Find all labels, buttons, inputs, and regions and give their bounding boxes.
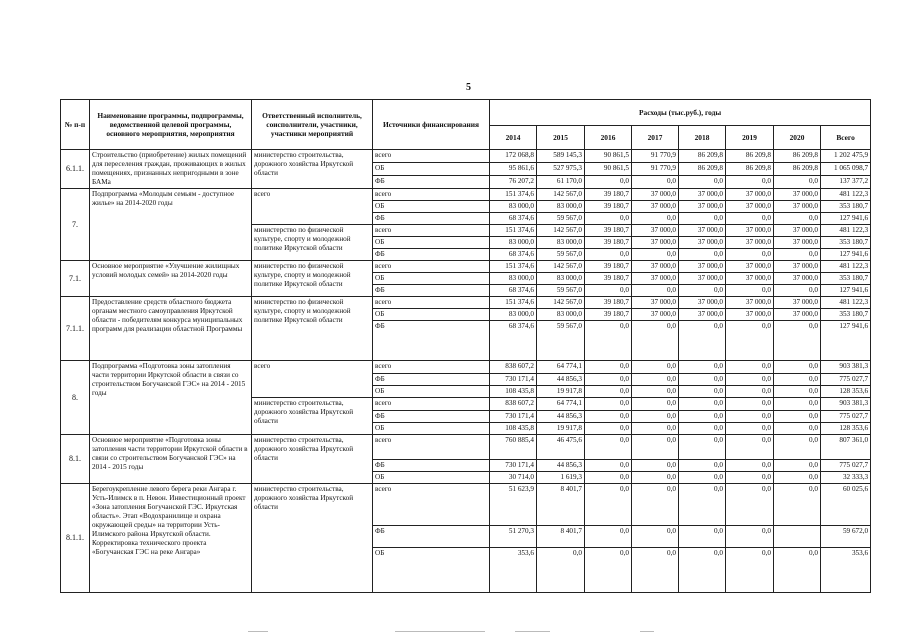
year-value: 0,0 [726,411,774,423]
funding-source: ОБ [373,423,490,435]
funding-source: всего [373,297,490,309]
year-value: 0,0 [632,435,679,460]
executor: министерство строительства, дорожного хозяйства Иркутской области [252,398,373,435]
year-value: 83 000,0 [537,237,585,249]
year-value: 37 000,0 [679,309,726,321]
year-value: 37 000,0 [679,201,726,213]
row-index: 6.1.1. [61,150,90,189]
year-value: 8 401,7 [537,484,585,526]
year-value: 0,0 [632,460,679,472]
year-value: 0,0 [774,176,821,189]
header-year: 2015 [537,126,585,150]
year-value: 1 619,3 [537,472,585,484]
year-value: 0,0 [632,398,679,411]
row-index: 8.1. [61,435,90,484]
year-value: 86 209,8 [679,150,726,163]
year-value: 0,0 [585,548,632,593]
year-value: 37 000,0 [726,237,774,249]
page-number: 5 [466,82,471,93]
year-value: 0,0 [679,398,726,411]
year-value: 0,0 [585,484,632,526]
year-value: 37 000,0 [726,261,774,273]
row-index: 7.1. [61,261,90,297]
year-value: 39 180,7 [585,261,632,273]
year-value: 0,0 [774,548,821,593]
table-body [61,150,871,593]
year-value: 37 000,0 [632,273,679,285]
year-value: 68 374,6 [490,249,537,261]
year-value: 0,0 [774,374,821,386]
funding-source: ОБ [373,548,490,593]
year-value: 0,0 [679,435,726,460]
funding-source: всего [373,398,490,411]
footer-rule [395,631,485,632]
table-row [61,189,871,201]
funding-source: ФБ [373,460,490,472]
total-value: 137 377,2 [821,176,871,189]
total-value: 775 027,7 [821,460,871,472]
year-value: 37 000,0 [679,297,726,309]
footer-rule [515,631,550,632]
year-value: 108 435,8 [490,423,537,435]
header-year: 2018 [679,126,726,150]
year-value: 0,0 [632,411,679,423]
year-value: 83 000,0 [490,237,537,249]
year-value: 90 861,5 [585,163,632,176]
year-value: 68 374,6 [490,285,537,297]
total-value: 481 122,3 [821,189,871,201]
year-value: 0,0 [585,472,632,484]
footer-rule [248,631,268,632]
year-value: 151 374,6 [490,261,537,273]
total-value: 127 941,6 [821,285,871,297]
year-value: 64 774,1 [537,398,585,411]
funding-source: ФБ [373,526,490,548]
year-value: 37 000,0 [679,273,726,285]
year-value: 83 000,0 [490,201,537,213]
total-value: 353,6 [821,548,871,593]
year-value: 0,0 [632,321,679,361]
year-value: 37 000,0 [726,297,774,309]
year-value: 142 567,0 [537,189,585,201]
executor: министерство по физической культуре, спорту и молодежной политике Иркутской области [252,297,373,361]
year-value: 0,0 [774,472,821,484]
total-value: 807 361,0 [821,435,871,460]
total-value: 59 672,0 [821,526,871,548]
total-value: 32 333,3 [821,472,871,484]
year-value: 0,0 [726,374,774,386]
year-value: 151 374,6 [490,225,537,237]
year-value: 37 000,0 [726,201,774,213]
year-value: 64 774,1 [537,361,585,374]
year-value: 0,0 [679,249,726,261]
year-value: 838 607,2 [490,361,537,374]
year-value: 0,0 [774,411,821,423]
year-value: 39 180,7 [585,309,632,321]
year-value: 37 000,0 [679,237,726,249]
executor: министерство строительства, дорожного хозяйства Иркутской области [252,484,373,593]
year-value: 59 567,0 [537,321,585,361]
program-name: Основное мероприятие «Подготовка зоны затопления части территории Иркутской области в связи со строительством Богучанской ГЭС» на 2014 - 2015 годы [90,435,252,484]
year-value: 0,0 [774,398,821,411]
year-value: 0,0 [726,249,774,261]
funding-source: всего [373,150,490,163]
year-value: 37 000,0 [632,189,679,201]
year-value: 0,0 [632,374,679,386]
year-value: 90 861,5 [585,150,632,163]
table-row [61,150,871,163]
year-value: 37 000,0 [679,225,726,237]
year-value: 0,0 [585,526,632,548]
total-value: 353 180,7 [821,309,871,321]
footer-rule [640,631,654,632]
year-value: 37 000,0 [679,261,726,273]
year-value: 0,0 [679,176,726,189]
year-value: 30 714,0 [490,472,537,484]
year-value: 0,0 [679,484,726,526]
year-value: 86 209,8 [679,163,726,176]
funding-source: ФБ [373,285,490,297]
year-value: 0,0 [774,285,821,297]
year-value: 19 917,8 [537,423,585,435]
year-value: 0,0 [726,361,774,374]
funding-source: ОБ [373,237,490,249]
year-value: 0,0 [774,321,821,361]
year-value: 0,0 [726,484,774,526]
budget-table [60,99,871,593]
year-value: 83 000,0 [537,309,585,321]
year-value: 151 374,6 [490,297,537,309]
year-value: 37 000,0 [774,225,821,237]
year-value: 37 000,0 [632,201,679,213]
funding-source: ФБ [373,213,490,225]
year-value: 0,0 [632,472,679,484]
executor: всего [252,361,373,398]
year-value: 0,0 [679,285,726,297]
year-value: 0,0 [585,398,632,411]
year-value: 0,0 [726,435,774,460]
year-value: 0,0 [585,176,632,189]
year-value: 59 567,0 [537,213,585,225]
table-row [61,261,871,273]
year-value: 0,0 [726,526,774,548]
total-value: 128 353,6 [821,386,871,398]
funding-source: всего [373,484,490,526]
year-value: 83 000,0 [490,309,537,321]
program-name: Берегоукрепление левого берега реки Ангара г. Усть-Илимск в п. Невон. Инвестиционный проект «Зона затопления Богучанской ГЭС. Иркутская область». Этап «Водохранилище и охрана окружающей среды» на территории Усть-Илимского района Иркутской области. Корректировка технического проекта «Богучанская ГЭС на реке Ангара» [90,484,252,593]
row-index: 8.1.1. [61,484,90,593]
year-value: 37 000,0 [632,309,679,321]
year-value: 68 374,6 [490,321,537,361]
year-value: 0,0 [632,484,679,526]
year-value: 0,0 [774,386,821,398]
year-value: 86 209,8 [726,163,774,176]
program-name: Подпрограмма «Молодым семьям - доступное жилье» на 2014-2020 годы [90,189,252,261]
year-value: 39 180,7 [585,225,632,237]
table-row [61,484,871,526]
year-value: 37 000,0 [726,273,774,285]
year-value: 39 180,7 [585,201,632,213]
program-name: Основное мероприятие «Улучшение жилищных условий молодых семей» на 2014-2020 годы [90,261,252,297]
header-source: Источники финансирования [373,100,490,150]
funding-source: ФБ [373,374,490,386]
year-value: 0,0 [774,213,821,225]
year-value: 0,0 [585,460,632,472]
header-name: Наименование программы, подпрограммы, ведомственной целевой программы, основного мероприятия, мероприятия [90,100,252,150]
total-value: 353 180,7 [821,201,871,213]
year-value: 760 885,4 [490,435,537,460]
year-value: 0,0 [632,285,679,297]
year-value: 353,6 [490,548,537,593]
funding-source: ОБ [373,309,490,321]
funding-source: ФБ [373,321,490,361]
year-value: 0,0 [774,435,821,460]
year-value: 0,0 [679,361,726,374]
year-value: 0,0 [679,548,726,593]
total-value: 903 381,3 [821,361,871,374]
header-year: 2014 [490,126,537,150]
year-value: 0,0 [679,423,726,435]
year-value: 8 401,7 [537,526,585,548]
year-value: 0,0 [585,361,632,374]
year-value: 39 180,7 [585,237,632,249]
funding-source: всего [373,189,490,201]
year-value: 95 861,6 [490,163,537,176]
year-value: 589 145,3 [537,150,585,163]
year-value: 730 171,4 [490,411,537,423]
year-value [774,526,821,548]
header-no: № п-п [61,100,90,150]
year-value: 0,0 [774,249,821,261]
year-value: 172 068,8 [490,150,537,163]
year-value: 76 207,2 [490,176,537,189]
year-value: 37 000,0 [774,189,821,201]
total-value: 127 941,6 [821,213,871,225]
table-row [61,435,871,460]
year-value: 0,0 [632,176,679,189]
year-value: 46 475,6 [537,435,585,460]
year-value: 37 000,0 [726,225,774,237]
year-value: 37 000,0 [774,297,821,309]
header-year: 2016 [585,126,632,150]
total-value: 775 027,7 [821,374,871,386]
year-value: 0,0 [726,321,774,361]
year-value: 0,0 [726,176,774,189]
year-value: 0,0 [585,386,632,398]
year-value: 0,0 [632,386,679,398]
year-value: 44 856,3 [537,374,585,386]
year-value: 0,0 [726,548,774,593]
year-value: 51 270,3 [490,526,537,548]
year-value: 151 374,6 [490,189,537,201]
year-value: 86 209,8 [774,163,821,176]
year-value: 142 567,0 [537,297,585,309]
header-exec: Ответственный исполнитель, соисполнители, участники, участники мероприятий [252,100,373,150]
total-value: 1 202 475,9 [821,150,871,163]
funding-source: всего [373,361,490,374]
program-name: Строительство (приобретение) жилых помещений для переселения граждан, проживающих в жилых помещениях, признанных непригодными в зоне БАМа [90,150,252,189]
year-value: 37 000,0 [632,237,679,249]
header-expenses: Расходы (тыс.руб.), годы [490,100,871,126]
funding-source: ФБ [373,249,490,261]
year-value: 0,0 [679,460,726,472]
year-value: 0,0 [585,435,632,460]
year-value: 59 567,0 [537,285,585,297]
total-value: 481 122,3 [821,225,871,237]
header-year: 2020 [774,126,821,150]
year-value: 0,0 [726,386,774,398]
year-value: 0,0 [632,361,679,374]
year-value: 0,0 [726,213,774,225]
year-value: 39 180,7 [585,189,632,201]
year-value: 0,0 [726,285,774,297]
year-value: 0,0 [585,321,632,361]
total-value: 60 025,6 [821,484,871,526]
year-value: 37 000,0 [726,189,774,201]
funding-source: ОБ [373,273,490,285]
year-value: 37 000,0 [679,189,726,201]
total-value: 481 122,3 [821,297,871,309]
year-value: 91 770,9 [632,150,679,163]
row-index: 7.1.1. [61,297,90,361]
year-value: 86 209,8 [726,150,774,163]
year-value: 0,0 [585,213,632,225]
year-value: 0,0 [632,526,679,548]
program-name: Подпрограмма «Подготовка зоны затопления части территории Иркутской области в связи со строительством Богучанской ГЭС» на 2014 - 2015 годы [90,361,252,435]
year-value: 59 567,0 [537,249,585,261]
funding-source: ФБ [373,411,490,423]
header-year: Всего [821,126,871,150]
year-value: 37 000,0 [632,297,679,309]
year-value: 68 374,6 [490,213,537,225]
year-value: 527 975,3 [537,163,585,176]
year-value: 83 000,0 [537,273,585,285]
table-header [61,100,871,150]
year-value: 0,0 [774,423,821,435]
funding-source: всего [373,435,490,460]
funding-source: всего [373,225,490,237]
year-value: 0,0 [585,249,632,261]
year-value: 730 171,4 [490,460,537,472]
year-value: 37 000,0 [774,261,821,273]
executor: министерство строительства, дорожного хозяйства Иркутской области [252,150,373,189]
year-value: 37 000,0 [632,261,679,273]
year-value: 0,0 [679,374,726,386]
year-value: 37 000,0 [632,225,679,237]
year-value: 0,0 [679,472,726,484]
funding-source: ОБ [373,472,490,484]
funding-source: ОБ [373,201,490,213]
year-value: 0,0 [585,423,632,435]
year-value: 838 607,2 [490,398,537,411]
year-value: 37 000,0 [774,273,821,285]
table-row [61,297,871,309]
year-value: 37 000,0 [774,201,821,213]
year-value: 0,0 [774,460,821,472]
year-value: 83 000,0 [537,201,585,213]
executor: министерство строительства, дорожного хозяйства Иркутской области [252,435,373,484]
header-year: 2019 [726,126,774,150]
year-value: 142 567,0 [537,261,585,273]
year-value: 0,0 [726,472,774,484]
funding-source: ОБ [373,163,490,176]
year-value: 0,0 [774,484,821,526]
year-value: 0,0 [632,213,679,225]
year-value: 0,0 [679,321,726,361]
year-value: 0,0 [585,411,632,423]
year-value: 0,0 [679,411,726,423]
total-value: 1 065 098,7 [821,163,871,176]
year-value: 37 000,0 [774,309,821,321]
executor: всего [252,189,373,225]
year-value: 0,0 [679,526,726,548]
year-value: 37 000,0 [726,309,774,321]
year-value: 0,0 [726,423,774,435]
year-value: 61 170,0 [537,176,585,189]
year-value: 730 171,4 [490,374,537,386]
total-value: 903 381,3 [821,398,871,411]
year-value: 0,0 [632,423,679,435]
year-value: 0,0 [537,548,585,593]
program-name: Предоставление средств областного бюджета органам местного самоуправления Иркутской области - победителям конкурса муниципальных программ для реализации областной Программы [90,297,252,361]
funding-source: ОБ [373,386,490,398]
year-value: 108 435,8 [490,386,537,398]
year-value: 51 623,9 [490,484,537,526]
year-value: 19 917,8 [537,386,585,398]
year-value: 39 180,7 [585,297,632,309]
funding-source: ФБ [373,176,490,189]
funding-source: всего [373,261,490,273]
year-value: 39 180,7 [585,273,632,285]
year-value: 83 000,0 [490,273,537,285]
total-value: 353 180,7 [821,273,871,285]
table-row [61,361,871,374]
executor: министерство по физической культуре, спорту и молодежной политике Иркутской области [252,225,373,261]
year-value: 44 856,3 [537,411,585,423]
year-value: 91 770,9 [632,163,679,176]
year-value: 37 000,0 [774,237,821,249]
total-value: 775 027,7 [821,411,871,423]
year-value: 0,0 [726,460,774,472]
header-year: 2017 [632,126,679,150]
row-index: 8. [61,361,90,435]
year-value: 0,0 [632,548,679,593]
total-value: 353 180,7 [821,237,871,249]
year-value: 0,0 [585,285,632,297]
year-value: 0,0 [585,374,632,386]
year-value: 0,0 [679,213,726,225]
year-value: 0,0 [679,386,726,398]
total-value: 481 122,3 [821,261,871,273]
row-index: 7. [61,189,90,261]
total-value: 127 941,6 [821,321,871,361]
year-value: 0,0 [726,398,774,411]
year-value: 86 209,8 [774,150,821,163]
executor: министерство по физической культуре, спорту и молодежной политике Иркутской области [252,261,373,297]
total-value: 128 353,6 [821,423,871,435]
year-value: 0,0 [632,249,679,261]
year-value: 44 856,3 [537,460,585,472]
total-value: 127 941,6 [821,249,871,261]
year-value: 0,0 [774,361,821,374]
year-value: 142 567,0 [537,225,585,237]
